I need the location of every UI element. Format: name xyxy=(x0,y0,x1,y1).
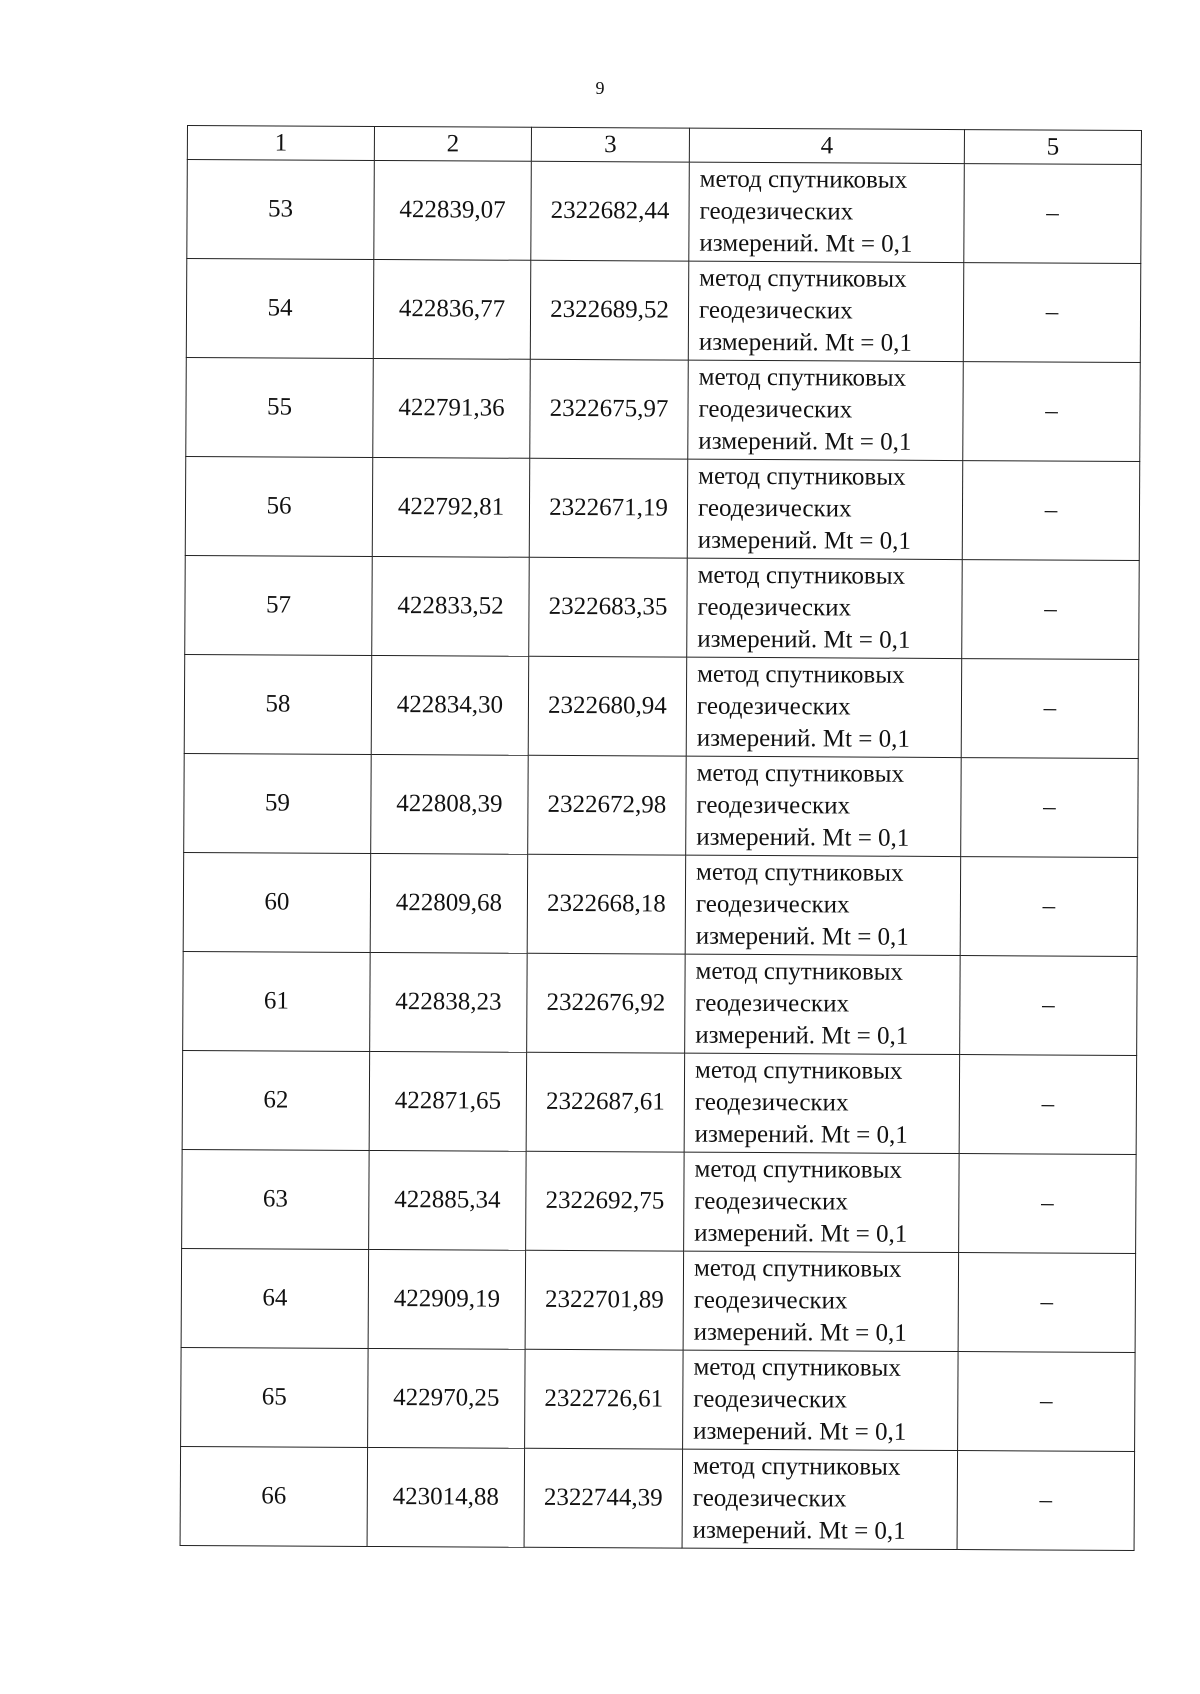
table-row xyxy=(185,456,1140,560)
method-line: измерений. Mt = 0,1 xyxy=(695,1021,909,1050)
x-coordinate-cell: 422909,19 xyxy=(368,1249,526,1349)
point-number-cell: 54 xyxy=(186,259,374,359)
table-row xyxy=(186,357,1141,461)
method-line: измерений. Mt = 0,1 xyxy=(696,724,910,753)
column-header-1: 1 xyxy=(187,126,374,161)
method-cell xyxy=(685,954,961,1054)
y-coordinate-cell: 2322675,97 xyxy=(530,359,689,459)
y-coordinate-cell: 2322744,39 xyxy=(524,1448,683,1548)
column-header-5: 5 xyxy=(964,130,1141,165)
method-line: метод спутниковых xyxy=(697,660,905,689)
method-cell xyxy=(686,756,962,856)
y-coordinate-cell: 2322701,89 xyxy=(525,1250,684,1350)
y-coordinate-cell: 2322687,61 xyxy=(526,1052,685,1152)
method-line: геодезических xyxy=(697,593,852,622)
note-cell: – xyxy=(963,263,1141,363)
y-coordinate-cell: 2322668,18 xyxy=(527,854,686,954)
method-line: геодезических xyxy=(694,1088,849,1117)
point-number-cell: 56 xyxy=(185,456,373,556)
method-line: измерений. Mt = 0,1 xyxy=(697,526,911,555)
point-number-cell: 62 xyxy=(182,1050,370,1150)
method-line: метод спутниковых xyxy=(696,759,905,788)
method-line: геодезических xyxy=(697,494,852,523)
method-cell xyxy=(687,459,963,559)
method-line: метод спутниковых xyxy=(698,462,906,491)
note-cell: – xyxy=(959,1055,1137,1155)
y-coordinate-cell: 2322683,35 xyxy=(529,557,688,657)
method-line: метод спутниковых xyxy=(696,858,904,887)
point-number-cell: 63 xyxy=(182,1149,370,1249)
method-cell xyxy=(686,657,962,757)
point-number-cell: 65 xyxy=(181,1347,369,1447)
method-line: геодезических xyxy=(698,296,853,325)
point-number-cell: 53 xyxy=(187,160,375,260)
point-number-cell: 59 xyxy=(184,753,372,853)
note-cell: – xyxy=(962,560,1140,660)
table-body xyxy=(180,160,1141,1551)
method-line: измерений. Mt = 0,1 xyxy=(696,823,910,852)
method-line: метод спутниковых xyxy=(699,165,908,194)
y-coordinate-cell: 2322726,61 xyxy=(525,1349,684,1449)
x-coordinate-cell: 422836,77 xyxy=(373,259,531,359)
y-coordinate-cell: 2322676,92 xyxy=(527,953,686,1053)
note-cell: – xyxy=(961,758,1139,858)
method-line: метод спутниковых xyxy=(694,1056,903,1085)
y-coordinate-cell: 2322671,19 xyxy=(529,458,688,558)
x-coordinate-cell: 422792,81 xyxy=(372,457,530,557)
note-cell: – xyxy=(963,362,1141,462)
point-number-cell: 55 xyxy=(186,357,374,457)
method-line: измерений. Mt = 0,1 xyxy=(693,1417,907,1446)
method-line: измерений. Mt = 0,1 xyxy=(698,328,913,357)
method-line: геодезических xyxy=(693,1286,848,1315)
table-row xyxy=(185,555,1140,659)
method-cell xyxy=(683,1251,959,1351)
method-cell xyxy=(688,360,964,460)
point-number-cell: 57 xyxy=(185,555,373,655)
method-line: метод спутниковых xyxy=(694,1155,903,1184)
method-line: измерений. Mt = 0,1 xyxy=(694,1219,908,1248)
note-cell: – xyxy=(960,857,1138,957)
x-coordinate-cell: 422885,34 xyxy=(369,1150,527,1250)
method-line: геодезических xyxy=(695,890,850,919)
method-cell xyxy=(689,162,965,262)
table-row xyxy=(186,259,1141,363)
method-line: измерений. Mt = 0,1 xyxy=(699,229,913,258)
method-line: метод спутниковых xyxy=(697,561,906,590)
method-line: геодезических xyxy=(693,1385,847,1414)
point-number-cell: 60 xyxy=(183,852,371,952)
method-line: метод спутниковых xyxy=(695,957,904,986)
note-cell: – xyxy=(961,659,1139,759)
method-line: геодезических xyxy=(698,395,853,424)
table-row xyxy=(182,1050,1137,1154)
point-number-cell: 58 xyxy=(184,654,372,754)
method-line: геодезических xyxy=(692,1484,847,1513)
method-line: измерений. Mt = 0,1 xyxy=(692,1516,906,1545)
note-cell: – xyxy=(957,1451,1135,1551)
table-header-row xyxy=(187,126,1141,165)
table-row xyxy=(183,951,1138,1055)
table-row xyxy=(181,1347,1136,1451)
note-cell: – xyxy=(962,461,1140,561)
x-coordinate-cell: 423014,88 xyxy=(367,1447,525,1547)
x-coordinate-cell: 422791,36 xyxy=(373,358,531,458)
x-coordinate-cell: 422839,07 xyxy=(374,160,532,260)
x-coordinate-cell: 422834,30 xyxy=(371,655,529,755)
column-header-3: 3 xyxy=(531,127,689,162)
point-number-cell: 64 xyxy=(181,1248,369,1348)
method-line: геодезических xyxy=(695,989,850,1018)
x-coordinate-cell: 422970,25 xyxy=(368,1348,526,1448)
method-cell xyxy=(687,558,963,658)
table-row xyxy=(187,160,1142,264)
table-row xyxy=(183,852,1138,956)
method-cell xyxy=(682,1449,958,1549)
note-cell: – xyxy=(960,956,1138,1056)
y-coordinate-cell: 2322682,44 xyxy=(531,161,690,261)
method-line: измерений. Mt = 0,1 xyxy=(697,625,911,654)
method-cell xyxy=(685,855,961,955)
method-cell xyxy=(683,1350,959,1450)
method-cell xyxy=(684,1053,960,1153)
method-line: метод спутниковых xyxy=(693,1353,901,1382)
x-coordinate-cell: 422809,68 xyxy=(370,853,528,953)
y-coordinate-cell: 2322680,94 xyxy=(528,656,687,756)
table-row xyxy=(184,753,1139,857)
x-coordinate-cell: 422871,65 xyxy=(369,1051,527,1151)
method-cell xyxy=(688,261,964,361)
note-cell: – xyxy=(958,1253,1136,1353)
point-number-cell: 61 xyxy=(183,951,371,1051)
note-cell: – xyxy=(959,1154,1137,1254)
method-line: измерений. Mt = 0,1 xyxy=(693,1318,907,1347)
coordinates-table xyxy=(180,125,1142,1551)
method-line: измерений. Mt = 0,1 xyxy=(698,427,912,456)
method-line: геодезических xyxy=(699,197,854,226)
table-row xyxy=(184,654,1139,758)
y-coordinate-cell: 2322689,52 xyxy=(530,260,689,360)
table-row xyxy=(180,1446,1135,1550)
method-line: геодезических xyxy=(694,1187,849,1216)
note-cell: – xyxy=(958,1352,1136,1452)
column-header-4: 4 xyxy=(689,128,964,163)
point-number-cell: 66 xyxy=(180,1446,368,1546)
method-line: метод спутниковых xyxy=(693,1254,902,1283)
method-line: геодезических xyxy=(696,791,851,820)
note-cell: – xyxy=(964,164,1142,264)
page-number: 9 xyxy=(595,78,605,98)
y-coordinate-cell: 2322692,75 xyxy=(526,1151,685,1251)
x-coordinate-cell: 422833,52 xyxy=(372,556,530,656)
table-row xyxy=(181,1248,1136,1352)
table-row xyxy=(182,1149,1137,1253)
method-line: геодезических xyxy=(696,692,851,721)
method-line: измерений. Mt = 0,1 xyxy=(695,922,909,951)
x-coordinate-cell: 422838,23 xyxy=(370,952,528,1052)
method-line: метод спутниковых xyxy=(698,363,907,392)
method-line: измерений. Mt = 0,1 xyxy=(694,1120,908,1149)
method-line: метод спутниковых xyxy=(699,264,907,293)
y-coordinate-cell: 2322672,98 xyxy=(528,755,687,855)
method-line: метод спутниковых xyxy=(692,1452,901,1481)
column-header-2: 2 xyxy=(374,126,531,161)
method-cell xyxy=(684,1152,960,1252)
x-coordinate-cell: 422808,39 xyxy=(371,754,529,854)
